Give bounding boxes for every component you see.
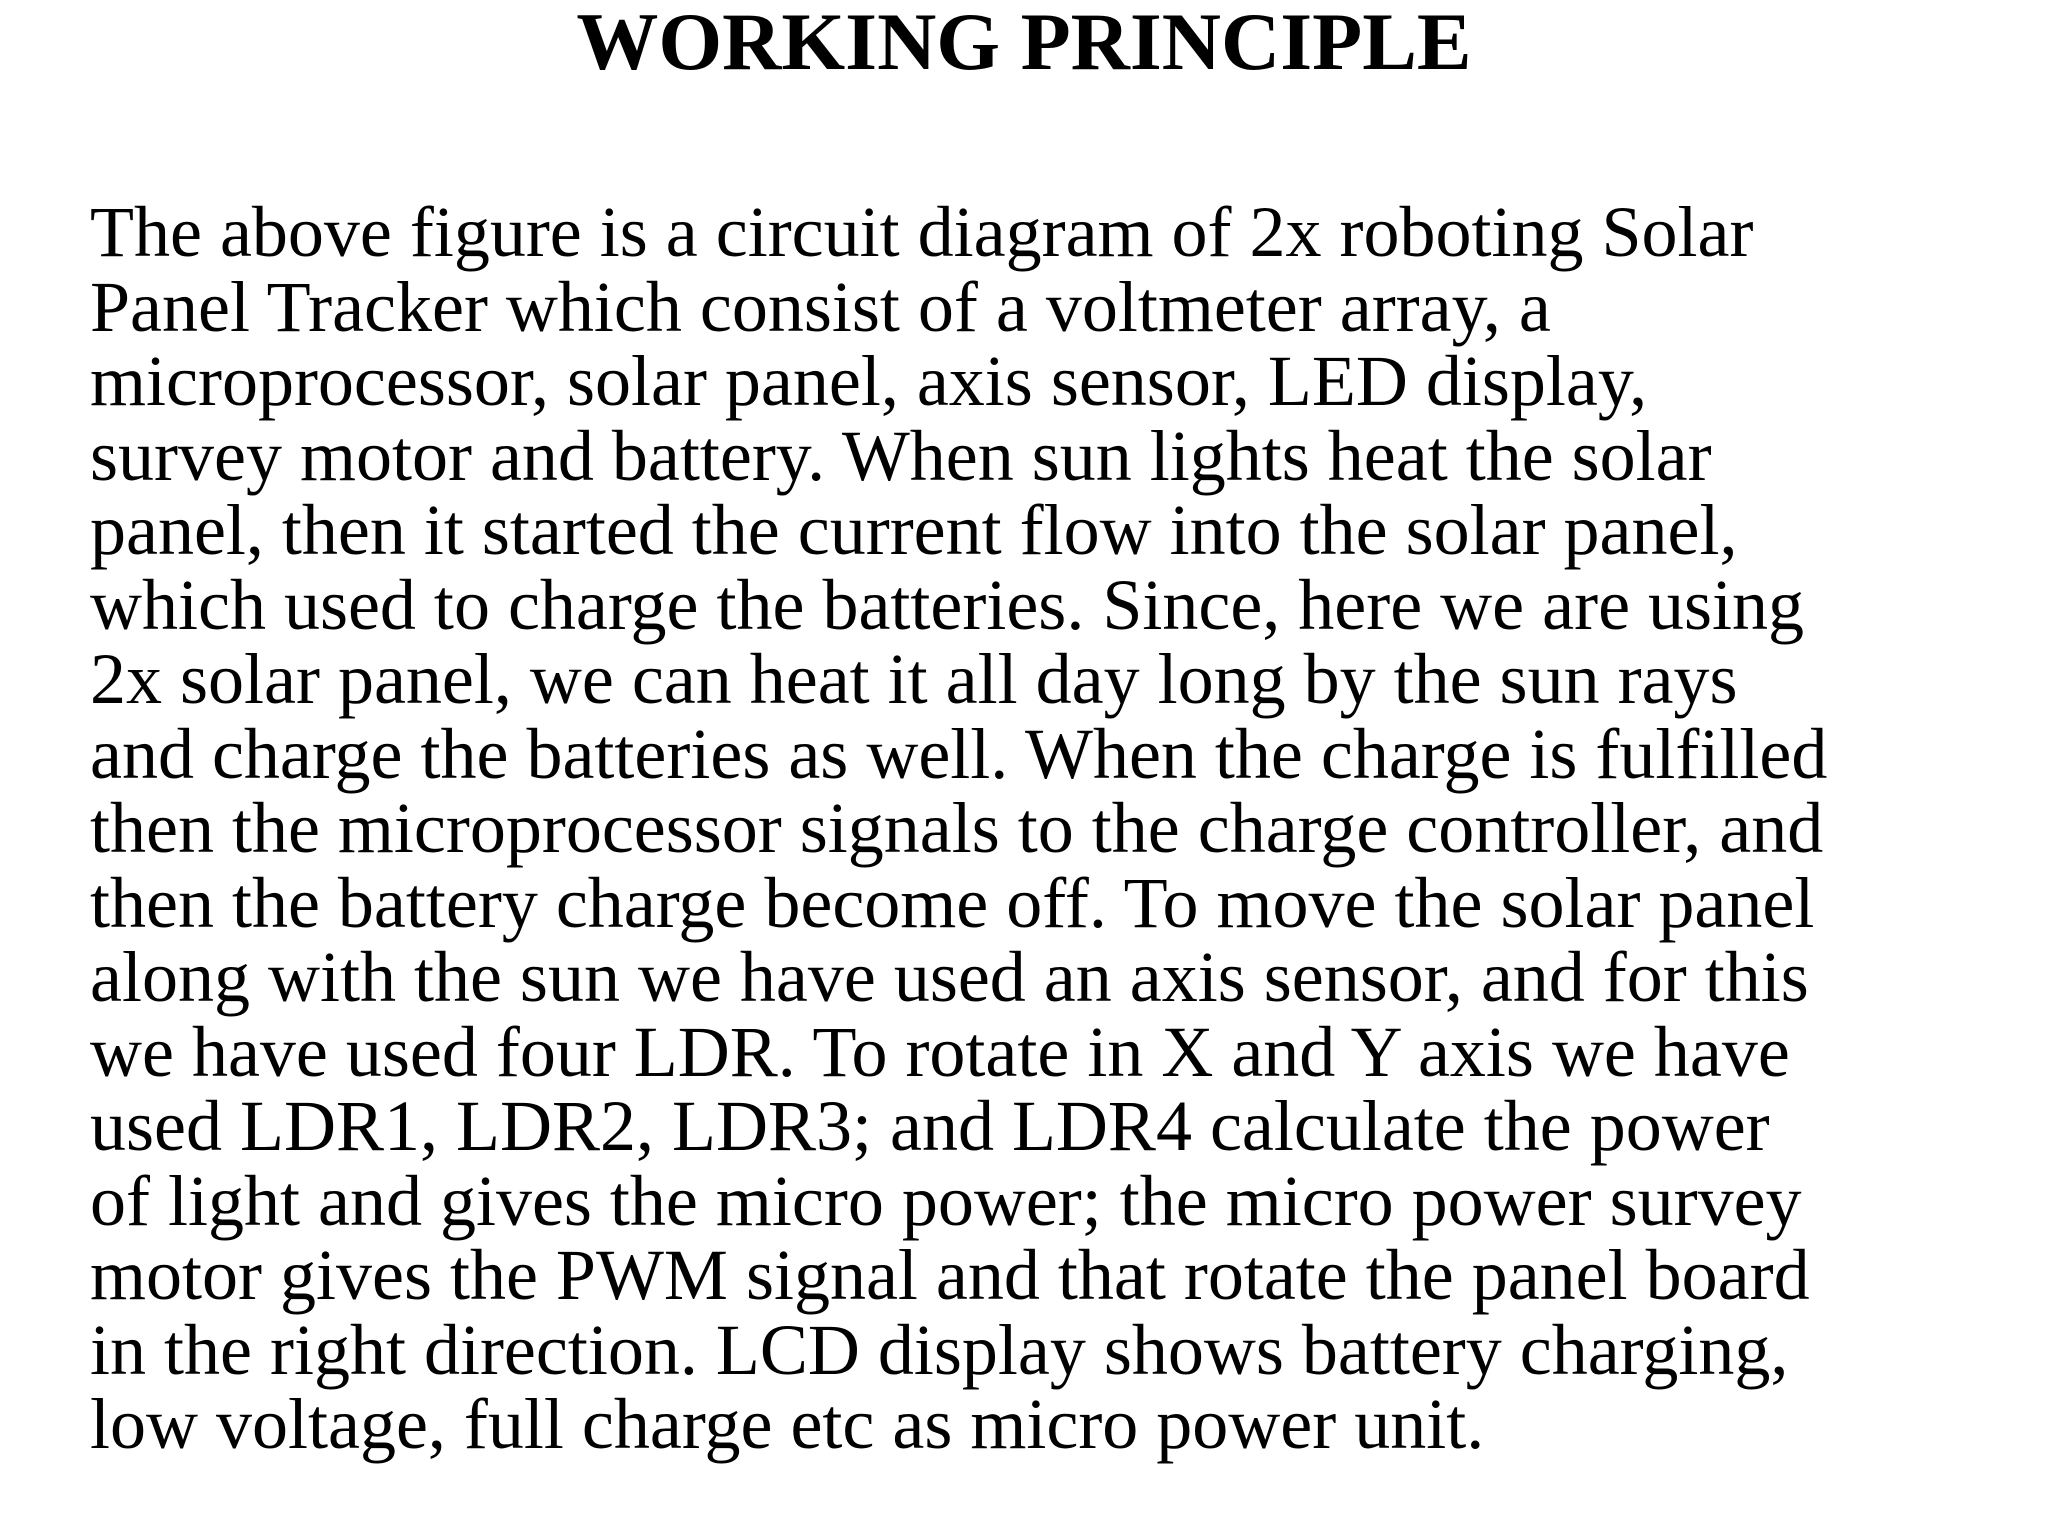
paragraph-line: low voltage, full charge etc as micro power unit. [90,1384,1485,1464]
paragraph-line: then the microprocessor signals to the charge controller, and [90,788,1824,868]
paragraph-line: used LDR1, LDR2, LDR3; and LDR4 calculate the power [90,1086,1770,1166]
page-title: WORKING PRINCIPLE [576,0,1472,87]
paragraph-line: panel, then it started the current flow into the solar panel, [90,490,1738,570]
paragraph-line: we have used four LDR. To rotate in X and Y axis we have [90,1011,1790,1092]
paragraph-line: then the battery charge become off. To move the solar panel [90,862,1815,943]
body-paragraph [90,192,2040,1464]
paragraph-line: The above figure is a circuit diagram of 2x roboting Solar [90,192,1754,272]
paragraph-line: and charge the batteries as well. When the charge is fulfilled [90,713,1828,794]
paragraph-line: survey motor and battery. When sun lights heat the solar [90,415,1712,496]
paragraph-line: of light and gives the micro power; the micro power survey [90,1160,1802,1241]
paragraph-line: along with the sun we have used an axis sensor, and for this [90,937,1809,1017]
paragraph-line: Panel Tracker which consist of a voltmeter array, a [90,266,1551,347]
paragraph-line: in the right direction. LCD display shows battery charging, [90,1309,1789,1390]
paragraph-line: motor gives the PWM signal and that rotate the panel board [90,1235,1810,1315]
paragraph-line: microprocessor, solar panel, axis sensor, LED display, [90,341,1648,421]
paragraph-line: which used to charge the batteries. Since, here we are using [90,564,1805,645]
paragraph-line: 2x solar panel, we can heat it all day long by the sun rays [90,639,1738,719]
